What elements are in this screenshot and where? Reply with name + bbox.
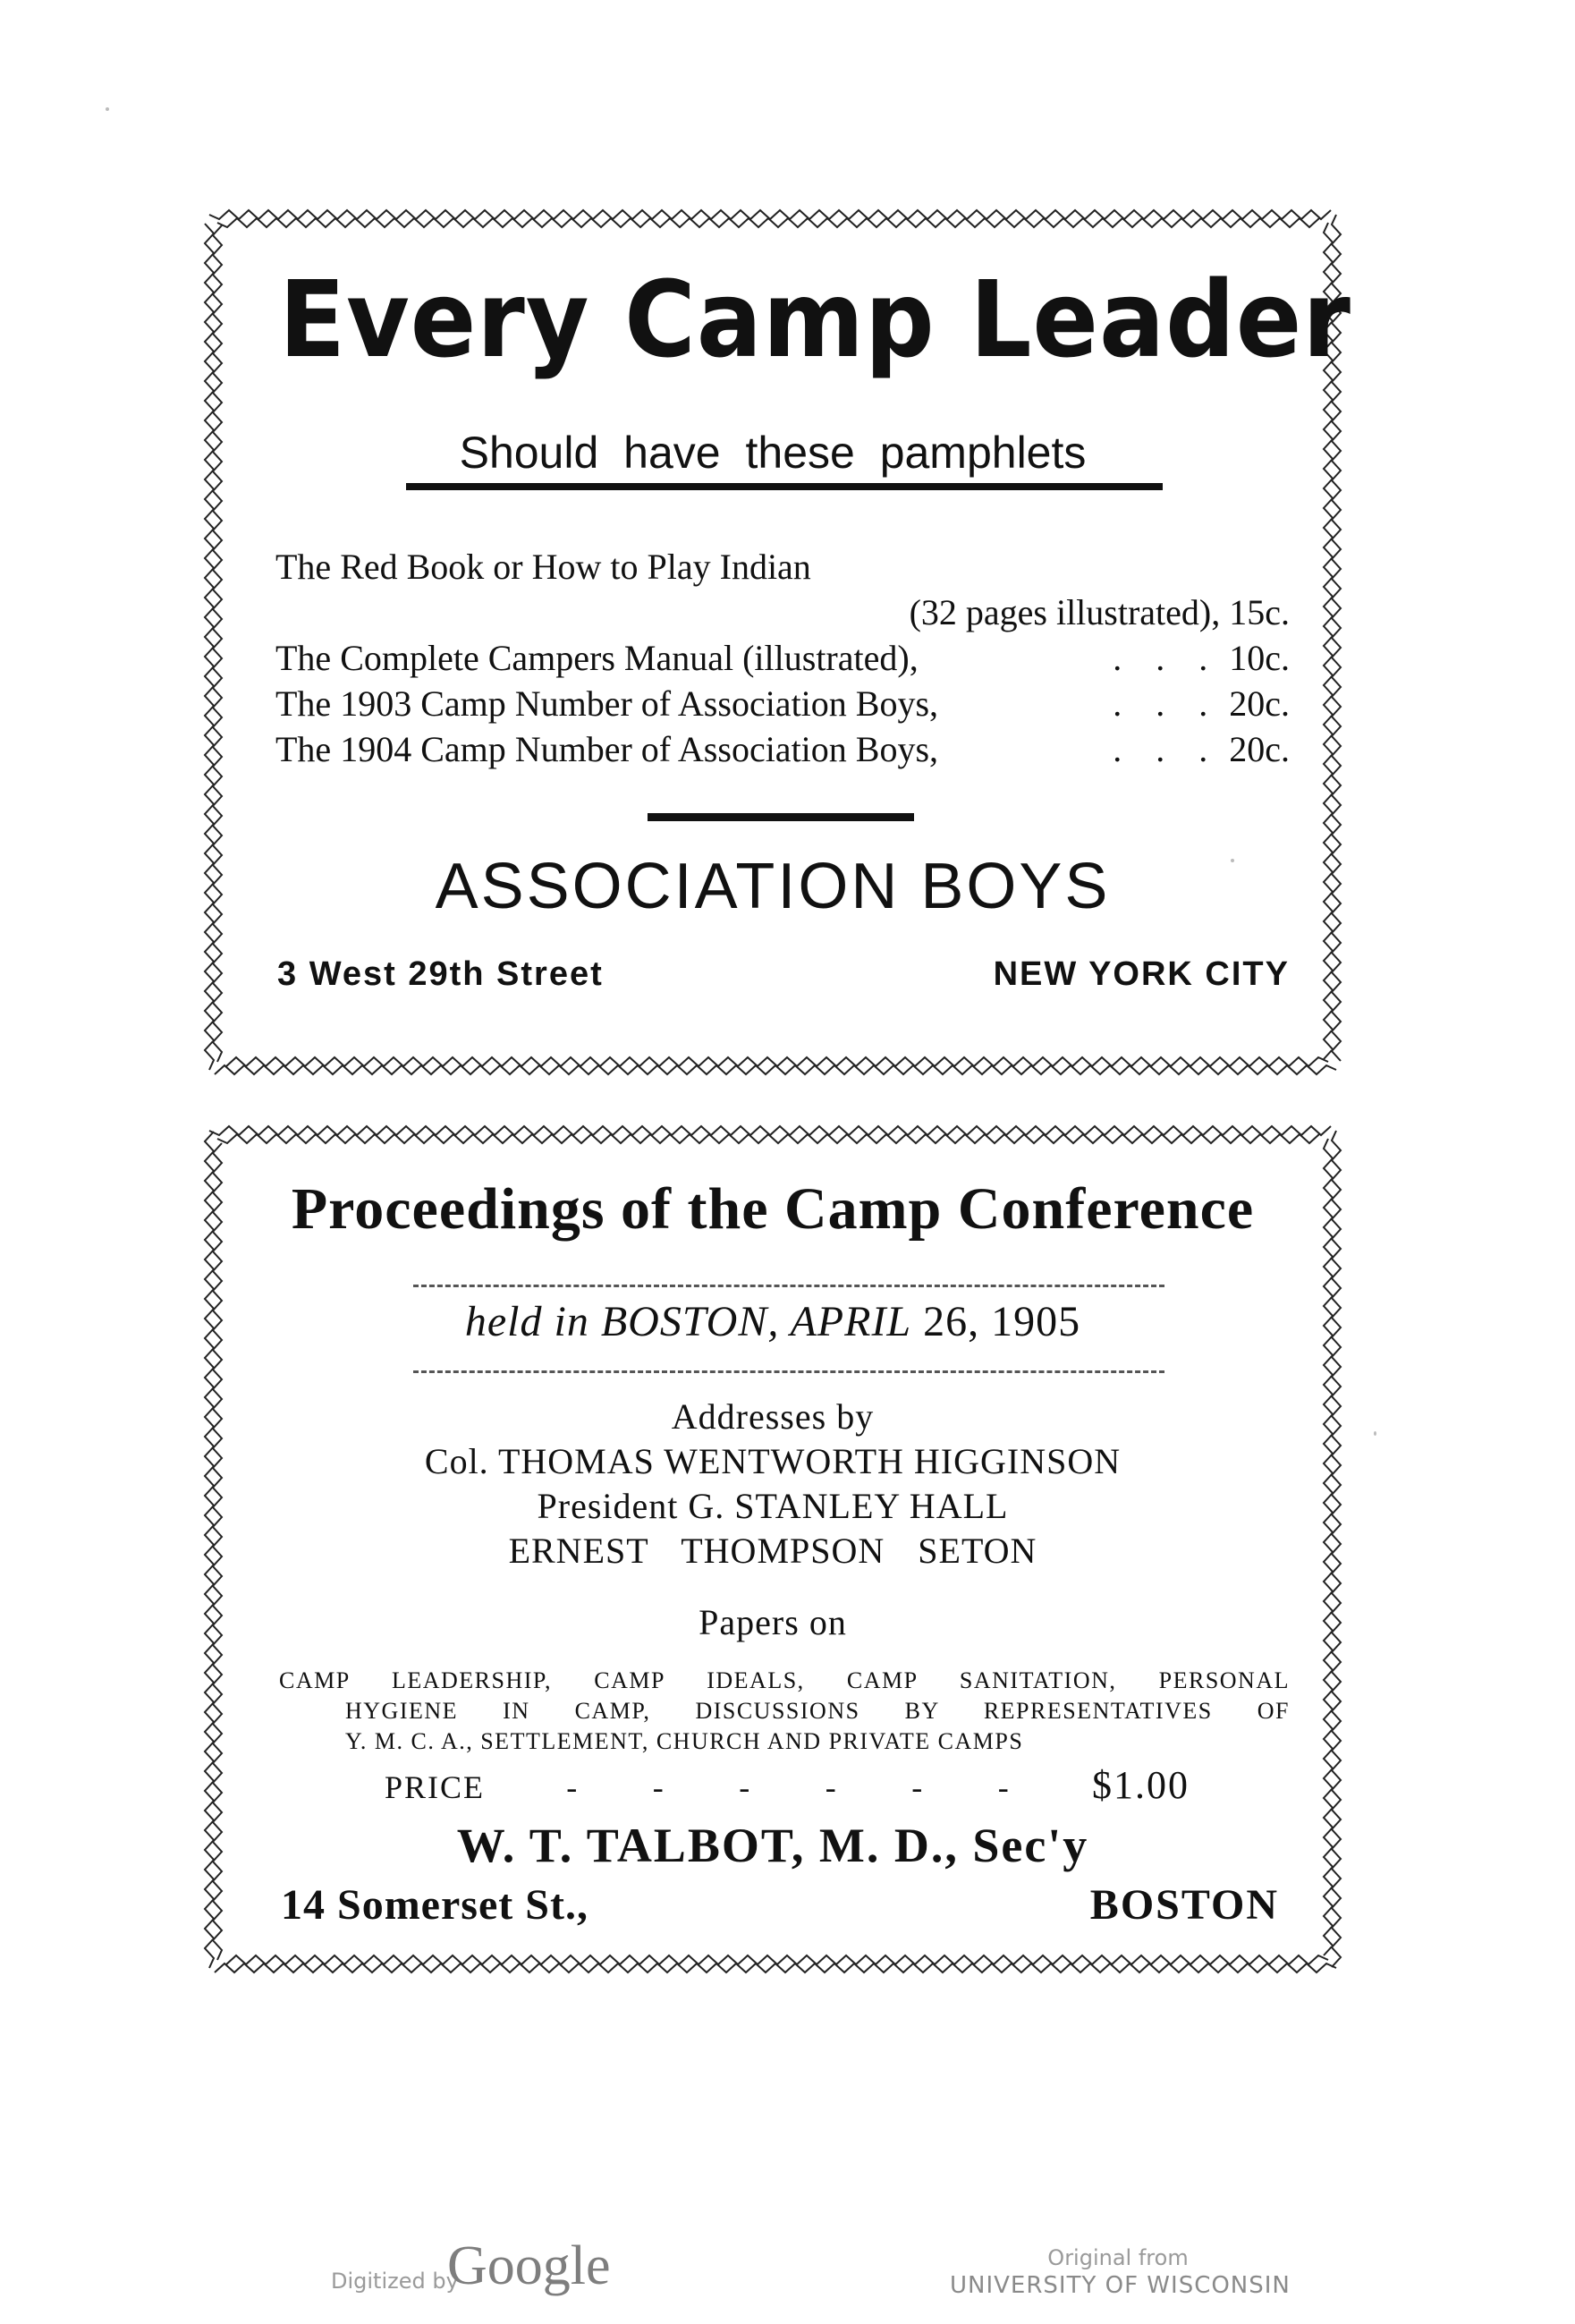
pamphlet-item xyxy=(275,635,1290,681)
headline: Every Camp Leader xyxy=(279,258,1351,381)
held-day-year: 26, 1905 xyxy=(923,1298,1081,1345)
pamphlet-price: 10c. xyxy=(1229,638,1290,678)
pamphlet-price: 20c. xyxy=(1229,729,1290,769)
dashed-rule-bottom xyxy=(413,1370,1164,1373)
leader-dots: . . . xyxy=(1113,729,1221,769)
street-address: 3 West 29th Street xyxy=(277,955,604,993)
price-dash: - xyxy=(825,1769,838,1805)
city-name: BOSTON xyxy=(1089,1881,1279,1929)
scan-speck xyxy=(106,107,109,111)
papers-line: HYGIENE IN CAMP, DISCUSSIONS BY REPRESENTATIVES OF xyxy=(345,1698,1290,1724)
price-dash: - xyxy=(652,1769,665,1805)
leader-dots: . . . xyxy=(1113,638,1221,678)
held-line xyxy=(199,1297,1347,1346)
proceedings-advertisement xyxy=(199,1120,1347,1979)
price-dash: - xyxy=(739,1769,752,1805)
papers-topics xyxy=(279,1666,1290,1757)
scan-speck xyxy=(1231,859,1234,862)
papers-line: CAMP LEADERSHIP, CAMP IDEALS, CAMP SANITATION, PERSONAL xyxy=(279,1667,1290,1693)
price-dash: - xyxy=(911,1769,925,1805)
subheadline: Should have these pamphlets xyxy=(459,428,1087,478)
held-prefix: held in xyxy=(464,1298,589,1345)
pamphlet-title: The Red Book or How to Play Indian xyxy=(275,547,811,587)
papers-line: Y. M. C. A., SETTLEMENT, CHURCH AND PRIVATE CAMPS xyxy=(345,1728,1024,1754)
price-line xyxy=(385,1762,1190,1808)
secretary-name: W. T. TALBOT, M. D., Sec'y xyxy=(456,1819,1089,1872)
street-address: 14 Somerset St., xyxy=(281,1881,589,1929)
pamphlet-item xyxy=(275,544,1290,635)
price-dash: - xyxy=(997,1769,1011,1805)
google-logo: Google xyxy=(447,2235,611,2296)
speaker-name: President G. STANLEY HALL xyxy=(537,1486,1009,1526)
organization-name: ASSOCIATION BOYS xyxy=(435,851,1111,922)
divider-rule xyxy=(648,813,914,821)
scan-speck xyxy=(1374,1431,1376,1436)
pamphlet-item xyxy=(275,681,1290,726)
university-label: UNIVERSITY OF WISCONSIN xyxy=(950,2272,1291,2299)
pamphlet-detail-price: (32 pages illustrated), 15c. xyxy=(909,592,1290,632)
pamphlet-list xyxy=(275,544,1290,772)
original-from-label: Original from xyxy=(1047,2245,1189,2270)
held-place-date: BOSTON, APRIL xyxy=(600,1298,912,1345)
speaker-name: Col. THOMAS WENTWORTH HIGGINSON xyxy=(424,1441,1122,1481)
pamphlet-price: 20c. xyxy=(1229,683,1290,724)
pamphlet-title: The 1904 Camp Number of Association Boys, xyxy=(275,729,939,769)
pamphlet-title: The Complete Campers Manual (illustrated), xyxy=(275,638,919,678)
price-label: PRICE xyxy=(385,1769,486,1805)
speaker-name: ERNEST THOMPSON SETON xyxy=(508,1531,1037,1571)
papers-label: Papers on xyxy=(699,1602,847,1642)
camp-leader-advertisement xyxy=(199,204,1351,1081)
proceedings-title: Proceedings of the Camp Conference xyxy=(291,1176,1255,1242)
digitized-by-label: Digitized by xyxy=(331,2269,459,2294)
pamphlet-item xyxy=(275,726,1290,772)
price-dash: - xyxy=(566,1769,580,1805)
leader-dots: . . . xyxy=(1113,683,1221,724)
pamphlet-title: The 1903 Camp Number of Association Boys, xyxy=(275,683,939,724)
price-dashes xyxy=(485,1768,1092,1806)
city-name: NEW YORK CITY xyxy=(993,955,1290,993)
addresses-label: Addresses by xyxy=(671,1396,875,1437)
subheadline-underline xyxy=(406,483,1163,490)
price-amount: $1.00 xyxy=(1092,1763,1190,1807)
dashed-rule-top xyxy=(413,1285,1164,1287)
